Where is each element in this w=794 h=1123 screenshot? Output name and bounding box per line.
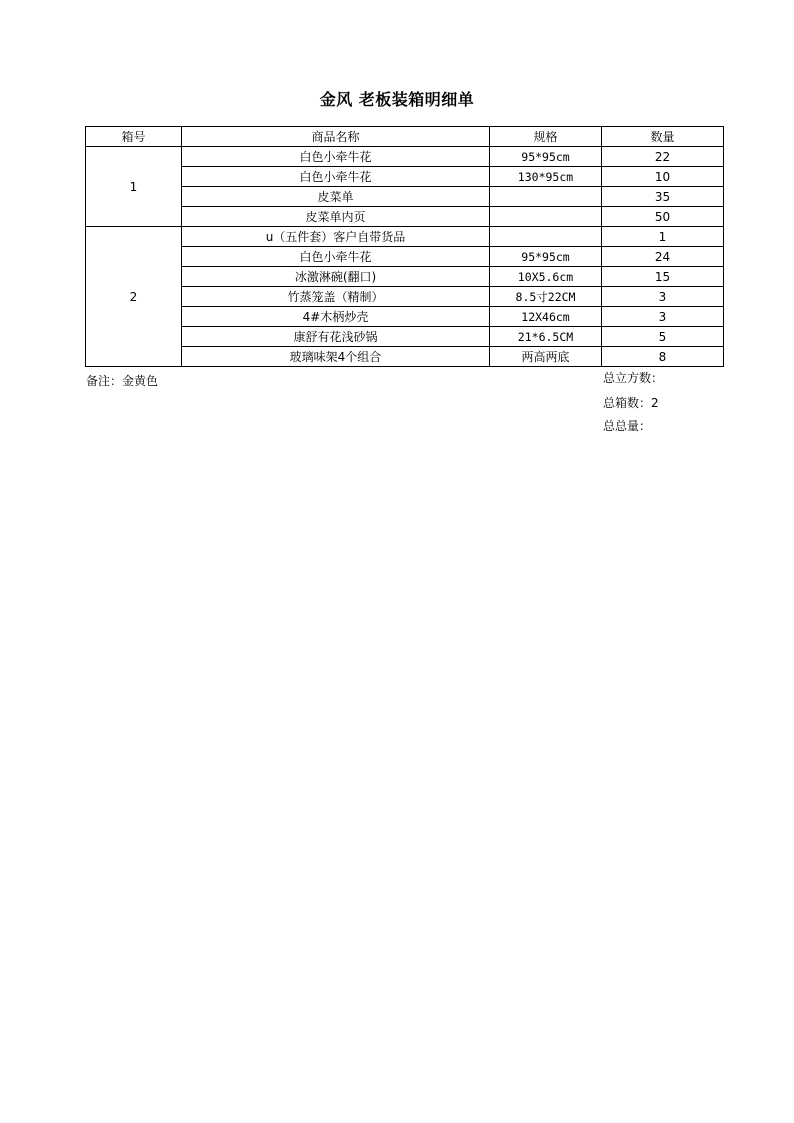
- header-spec: 规格: [490, 127, 602, 147]
- table-row: [86, 347, 724, 367]
- table-row: [86, 167, 724, 187]
- page-title: 金风 老板装箱明细单: [319, 90, 475, 109]
- spec-cell: 12X46cm: [490, 307, 602, 327]
- quantity-cell: 1: [602, 227, 724, 247]
- spec-cell: [490, 207, 602, 227]
- product-name-cell: 白色小牵牛花: [182, 147, 490, 167]
- table-row: [86, 267, 724, 287]
- header-product-name: 商品名称: [182, 127, 490, 147]
- product-name-cell: 皮菜单内页: [182, 207, 490, 227]
- table-header-row: [86, 127, 724, 147]
- spec-cell: 21*6.5CM: [490, 327, 602, 347]
- product-name-cell: 白色小牵牛花: [182, 167, 490, 187]
- product-name-cell: u（五件套）客户自带货品: [182, 227, 490, 247]
- spec-cell: [490, 227, 602, 247]
- remark-text: 备注：金黄色: [86, 374, 159, 388]
- product-name-cell: 冰激淋碗(翻口): [182, 267, 490, 287]
- quantity-cell: 24: [602, 247, 724, 267]
- spec-cell: 95*95cm: [490, 247, 602, 267]
- header-quantity: 数量: [602, 127, 724, 147]
- quantity-cell: 15: [602, 267, 724, 287]
- product-name-cell: 皮菜单: [182, 187, 490, 207]
- total-volume-label: 总立方数：: [603, 371, 664, 385]
- packing-table: [85, 126, 724, 367]
- header-box-no: 箱号: [86, 127, 182, 147]
- table-row: [86, 247, 724, 267]
- product-name-cell: 白色小牵牛花: [182, 247, 490, 267]
- quantity-cell: 22: [602, 147, 724, 167]
- table-row: [86, 287, 724, 307]
- spec-cell: 两高两底: [490, 347, 602, 367]
- spec-cell: [490, 187, 602, 207]
- product-name-cell: 4#木柄炒壳: [182, 307, 490, 327]
- spec-cell: 8.5寸22CM: [490, 287, 602, 307]
- total-boxes-label: 总箱数：2: [603, 396, 659, 410]
- quantity-cell: 5: [602, 327, 724, 347]
- total-weight-label: 总总量：: [603, 419, 652, 433]
- quantity-cell: 8: [602, 347, 724, 367]
- quantity-cell: 35: [602, 187, 724, 207]
- spec-cell: 95*95cm: [490, 147, 602, 167]
- product-name-cell: 康舒有花浅砂锅: [182, 327, 490, 347]
- table-row: [86, 307, 724, 327]
- table-row: [86, 147, 724, 167]
- table-row: [86, 327, 724, 347]
- quantity-cell: 50: [602, 207, 724, 227]
- quantity-cell: 3: [602, 307, 724, 327]
- box-number-cell: 2: [86, 227, 182, 367]
- quantity-cell: 3: [602, 287, 724, 307]
- table-row: [86, 187, 724, 207]
- quantity-cell: 10: [602, 167, 724, 187]
- box-number-cell: 1: [86, 147, 182, 227]
- table-row: [86, 227, 724, 247]
- spec-cell: 130*95cm: [490, 167, 602, 187]
- product-name-cell: 玻璃味架4个组合: [182, 347, 490, 367]
- table-row: [86, 207, 724, 227]
- product-name-cell: 竹蒸笼盖（精制）: [182, 287, 490, 307]
- spec-cell: 10X5.6cm: [490, 267, 602, 287]
